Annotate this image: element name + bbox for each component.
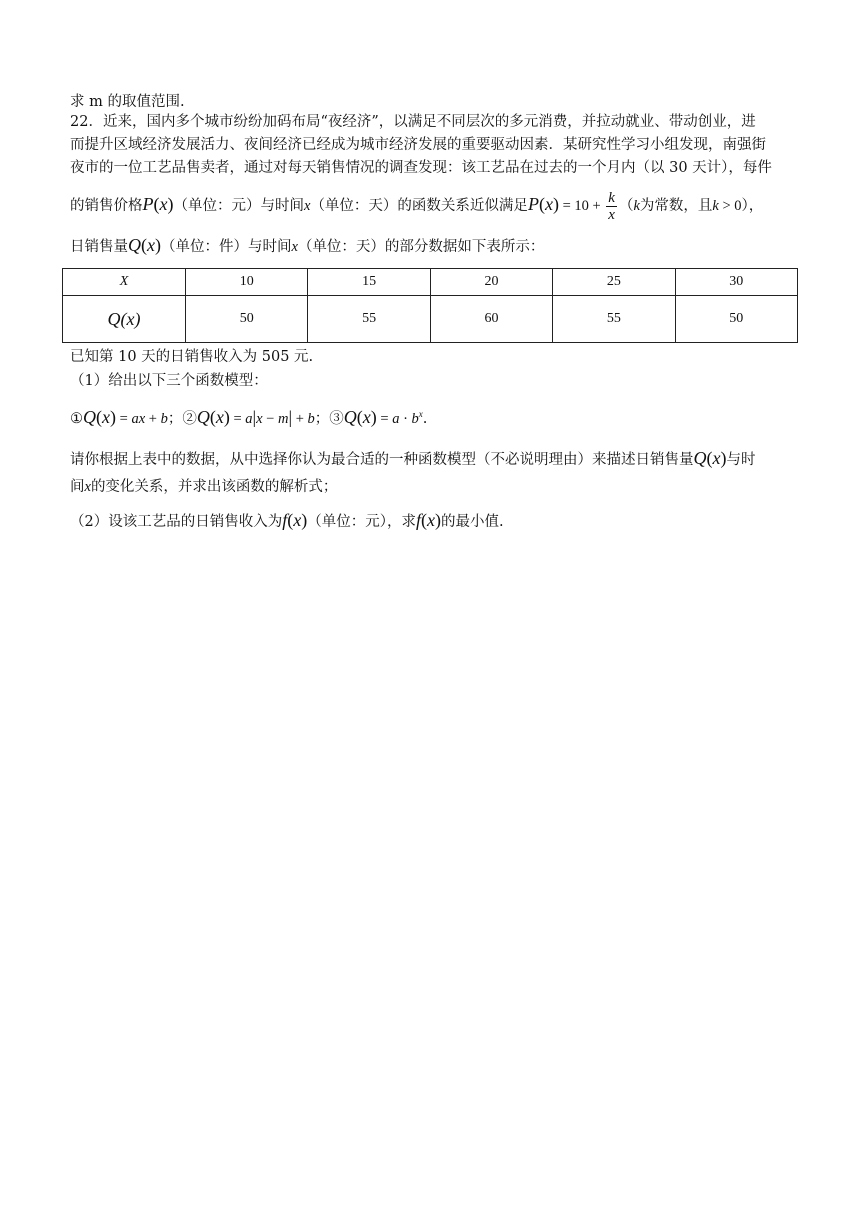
table-header-cell: 10 [186, 269, 308, 296]
q22-line-5: 日销售量Q(x)（单位：件）与时间x（单位：天）的部分数据如下表所示： [70, 235, 545, 255]
function-models: ①Q(x) = ax + b；②Q(x) = a|x − m| + b；③Q(x) = $a \cdot b^x$. [70, 406, 428, 427]
table-header-cell: 30 [675, 269, 797, 296]
q22-line-2: 而提升区域经济发展活力、夜间经济已经成为城市经济发展的重要驱动因素．某研究性学习小组发现，南强街 [70, 137, 766, 153]
table-header-cell: 25 [553, 269, 675, 296]
table-header-cell: 15 [308, 269, 430, 296]
table-cell: 50 [675, 296, 797, 343]
math-Qx: Q [128, 235, 141, 255]
document-page [70, 92, 800, 535]
q22-line-4: 的销售价格P(x)（单位：元）与时间x（单位：天）的函数关系近似满足P(x) = 10 + $\frac{k}{x}$ （k为常数，且k > 0）， [70, 189, 764, 223]
table-header-cell: 20 [430, 269, 552, 296]
q22-line-1: 22．近来，国内多个城市纷纷加码布局“夜经济”，以满足不同层次的多元消费，并拉动就业、带动创业，进 [70, 114, 756, 130]
table-cell: 55 [553, 296, 675, 343]
text-relation: （单位：天）的函数关系近似满足 [310, 198, 528, 214]
prev-question-tail: 求 m 的取值范围. [70, 94, 185, 110]
math-price-formula: P [527, 194, 539, 214]
table-row-label: Q(x) [63, 296, 186, 343]
given-info: 已知第 10 天的日销售收入为 505 元. [70, 349, 314, 365]
part-1-question: 请你根据上表中的数据，从中选择你认为最合适的一种函数模型（不必说明理由）来描述日销售量Q(x)与时 [70, 448, 756, 468]
text-daily-sales: 日销售量 [70, 239, 128, 255]
table-row [63, 296, 798, 343]
table-header-cell: X [63, 269, 186, 296]
math-Px: P [142, 194, 154, 214]
table-cell: 60 [430, 296, 552, 343]
part-1-intro: （1）给出以下三个函数模型： [70, 373, 268, 389]
fraction-k-over-x: $\frac{k}{x}$ [608, 189, 615, 223]
question-22 [70, 112, 800, 535]
text-price-label: 的销售价格 [70, 198, 143, 214]
table-cell: 55 [308, 296, 430, 343]
q22-line-3: 夜市的一位工艺品售卖者，通过对每天销售情况的调查发现：该工艺品在过去的一个月内（以 30 天计），每件 [70, 160, 772, 176]
sales-table [62, 268, 798, 343]
table-row [63, 269, 798, 296]
part-1-question-cont: 间x的变化关系，并求出该函数的解析式； [70, 479, 338, 495]
text-unit-yuan: （单位：元）与时间 [173, 198, 304, 214]
math-x: x [304, 198, 311, 214]
table-cell: 50 [186, 296, 308, 343]
part-2-question: （2）设该工艺品的日销售收入为f(x)（单位：元），求f(x)的最小值. [70, 510, 504, 530]
